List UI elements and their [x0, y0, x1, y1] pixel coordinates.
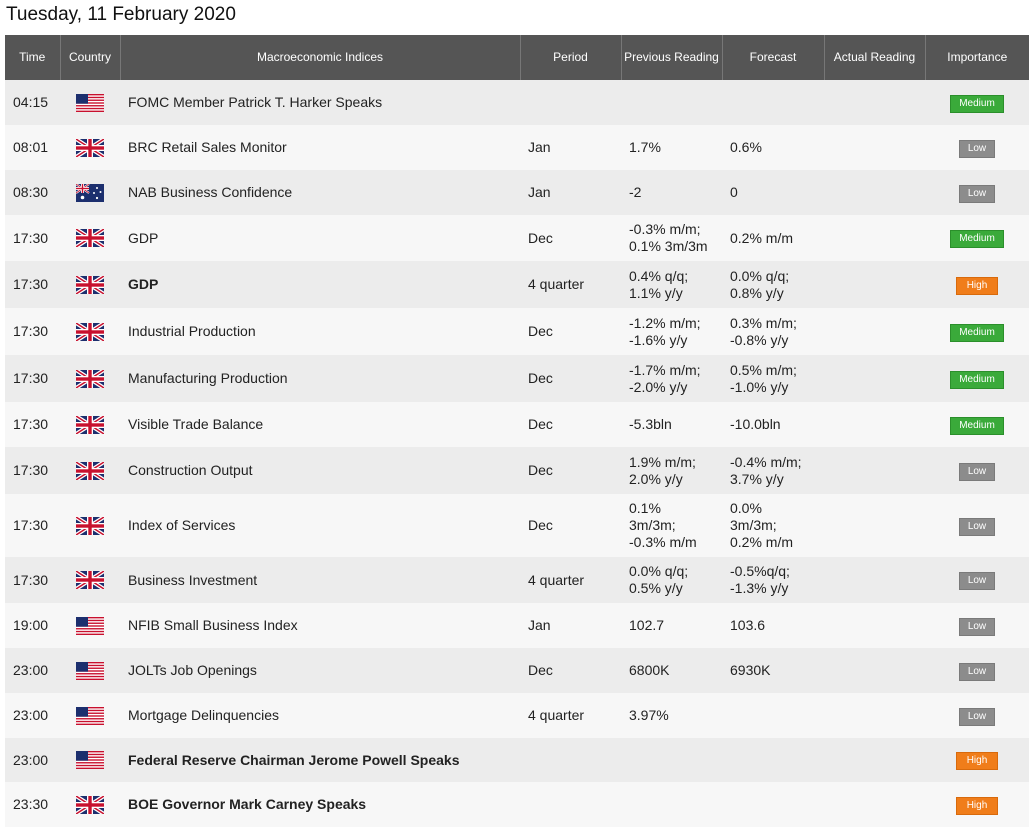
- importance-badge: Medium: [950, 95, 1004, 113]
- row-importance: [925, 494, 1029, 557]
- row-previous: 0.1% 3m/3m; -0.3% m/m: [629, 500, 697, 550]
- row-period: [520, 782, 621, 827]
- row-event: Manufacturing Production: [128, 370, 288, 386]
- importance-badge: Medium: [950, 324, 1004, 342]
- row-country: [60, 603, 120, 648]
- table-row: [5, 693, 1029, 738]
- importance-badge: Low: [959, 663, 995, 681]
- importance-badge: High: [956, 797, 998, 815]
- us-flag-icon: [76, 617, 104, 635]
- uk-flag-icon: [76, 229, 104, 247]
- row-previous: 6800K: [629, 662, 670, 678]
- row-actual: [824, 261, 925, 308]
- row-forecast: [722, 693, 824, 738]
- row-time: 17:30: [13, 571, 49, 588]
- row-importance: [925, 782, 1029, 827]
- header-actual: Actual Reading: [824, 35, 925, 80]
- header-previous: Previous Reading: [621, 35, 722, 80]
- row-previous: -1.7% m/m; -2.0% y/y: [629, 361, 701, 395]
- table-row: [5, 648, 1029, 693]
- importance-badge: High: [956, 277, 998, 295]
- row-event: NFIB Small Business Index: [128, 617, 298, 633]
- header-period: Period: [520, 35, 621, 80]
- row-forecast: -0.4% m/m; 3.7% y/y: [730, 453, 802, 487]
- row-period: Dec: [528, 229, 553, 246]
- row-previous: [621, 738, 722, 782]
- row-importance: [925, 261, 1029, 308]
- importance-badge: Low: [959, 185, 995, 203]
- row-country: [60, 557, 120, 603]
- header-country: Country: [60, 35, 120, 80]
- row-time: 08:30: [13, 184, 49, 200]
- row-event: Federal Reserve Chairman Jerome Powell Speaks: [128, 751, 460, 768]
- us-flag-icon: [76, 94, 104, 112]
- row-event: Mortgage Delinquencies: [128, 707, 279, 723]
- row-event: Business Investment: [128, 571, 258, 588]
- page-title: Tuesday, 11 February 2020: [6, 4, 236, 25]
- row-event: Visible Trade Balance: [128, 416, 264, 432]
- row-actual: [824, 693, 925, 738]
- row-forecast: 0.6%: [730, 139, 762, 155]
- row-importance: [925, 447, 1029, 494]
- row-importance: [925, 308, 1029, 355]
- row-period: Dec: [528, 323, 553, 339]
- au-flag-icon: [76, 184, 104, 202]
- uk-flag-icon: [76, 571, 104, 589]
- row-event: GDP: [128, 276, 159, 292]
- importance-badge: Medium: [950, 417, 1004, 435]
- row-importance: [925, 693, 1029, 738]
- row-importance: [925, 557, 1029, 603]
- row-importance: [925, 738, 1029, 782]
- row-forecast: 103.6: [730, 617, 766, 633]
- row-country: [60, 447, 120, 494]
- row-actual: [824, 648, 925, 693]
- row-event: Industrial Production: [128, 323, 256, 339]
- importance-badge: Low: [959, 463, 995, 481]
- row-time: 23:00: [13, 662, 49, 678]
- uk-flag-icon: [76, 323, 104, 341]
- uk-flag-icon: [76, 370, 104, 388]
- row-importance: [925, 215, 1029, 261]
- importance-badge: Low: [959, 140, 995, 158]
- row-period: Dec: [528, 416, 553, 432]
- row-period: Jan: [528, 617, 551, 633]
- table-row: [5, 557, 1029, 603]
- uk-flag-icon: [76, 796, 104, 814]
- row-forecast: 0.3% m/m; -0.8% y/y: [730, 314, 797, 348]
- row-period: Dec: [528, 462, 553, 478]
- row-importance: [925, 355, 1029, 402]
- row-importance: [925, 648, 1029, 693]
- row-time: 17:30: [13, 416, 49, 432]
- row-forecast: [722, 80, 824, 125]
- row-time: 17:30: [13, 370, 49, 386]
- table-row: [5, 80, 1029, 125]
- importance-badge: Medium: [950, 371, 1004, 389]
- table-row: [5, 170, 1029, 215]
- header-forecast: Forecast: [722, 35, 824, 80]
- row-time: 19:00: [13, 617, 49, 633]
- row-previous: 1.9% m/m; 2.0% y/y: [629, 453, 696, 487]
- row-forecast: -0.5%q/q; -1.3% y/y: [730, 563, 790, 596]
- uk-flag-icon: [76, 517, 104, 535]
- row-actual: [824, 603, 925, 648]
- row-event: NAB Business Confidence: [128, 184, 293, 200]
- row-forecast: 0: [730, 184, 738, 200]
- row-period: Dec: [528, 370, 553, 386]
- row-time: 08:01: [13, 139, 49, 155]
- table-row: [5, 738, 1029, 782]
- economic-calendar-table: [5, 35, 1029, 827]
- row-forecast: [722, 782, 824, 827]
- row-previous: -0.3% m/m; 0.1% 3m/3m: [629, 221, 708, 254]
- row-period: 4 quarter: [528, 571, 585, 588]
- row-country: [60, 782, 120, 827]
- row-forecast: 0.2% m/m: [730, 229, 794, 246]
- row-time: 23:30: [13, 796, 49, 812]
- table-row: [5, 125, 1029, 170]
- row-previous: [621, 782, 722, 827]
- row-event: GDP: [128, 229, 159, 246]
- row-country: [60, 261, 120, 308]
- row-country: [60, 494, 120, 557]
- row-period: Dec: [528, 517, 553, 533]
- row-forecast: [722, 738, 824, 782]
- row-country: [60, 170, 120, 215]
- table-row: [5, 782, 1029, 827]
- row-country: [60, 648, 120, 693]
- row-previous: 3.97%: [629, 707, 669, 723]
- row-time: 17:30: [13, 462, 49, 478]
- row-time: 17:30: [13, 323, 49, 339]
- row-previous: [621, 80, 722, 125]
- row-event: JOLTs Job Openings: [128, 662, 257, 678]
- row-event: BRC Retail Sales Monitor: [128, 139, 287, 155]
- header-indices: Macroeconomic Indices: [120, 35, 520, 80]
- row-event: Construction Output: [128, 462, 253, 478]
- row-forecast: 0.0% q/q; 0.8% y/y: [730, 267, 790, 301]
- row-country: [60, 693, 120, 738]
- row-time: 23:00: [13, 707, 49, 723]
- header-importance: Importance: [925, 35, 1029, 80]
- row-forecast: 0.5% m/m; -1.0% y/y: [730, 361, 797, 395]
- row-previous: -5.3bln: [629, 416, 672, 432]
- table-row: [5, 215, 1029, 261]
- table-row: [5, 355, 1029, 402]
- row-period: 4 quarter: [528, 276, 585, 292]
- importance-badge: High: [956, 752, 998, 770]
- row-country: [60, 125, 120, 170]
- row-importance: [925, 125, 1029, 170]
- row-actual: [824, 215, 925, 261]
- row-event: FOMC Member Patrick T. Harker Speaks: [128, 94, 383, 110]
- row-event: BOE Governor Mark Carney Speaks: [128, 796, 367, 812]
- row-period: Jan: [528, 184, 551, 200]
- row-actual: [824, 80, 925, 125]
- importance-badge: Low: [959, 572, 995, 590]
- uk-flag-icon: [76, 416, 104, 434]
- row-importance: [925, 603, 1029, 648]
- table-row: [5, 261, 1029, 308]
- row-previous: 0.4% q/q; 1.1% y/y: [629, 267, 689, 301]
- row-period: Dec: [528, 662, 553, 678]
- importance-badge: Low: [959, 518, 995, 536]
- header-time: Time: [5, 35, 60, 80]
- row-country: [60, 402, 120, 447]
- row-previous: -2: [629, 184, 642, 200]
- row-period: [520, 738, 621, 782]
- us-flag-icon: [76, 662, 104, 680]
- row-time: 17:30: [13, 229, 49, 246]
- uk-flag-icon: [76, 139, 104, 157]
- row-period: 4 quarter: [528, 707, 585, 723]
- row-time: 23:00: [13, 751, 49, 768]
- row-country: [60, 80, 120, 125]
- table-row: [5, 308, 1029, 355]
- uk-flag-icon: [76, 462, 104, 480]
- row-forecast: -10.0bln: [730, 416, 781, 432]
- row-forecast: 6930K: [730, 662, 771, 678]
- row-time: 17:30: [13, 276, 49, 292]
- row-actual: [824, 308, 925, 355]
- row-period: Jan: [528, 139, 551, 155]
- row-country: [60, 355, 120, 402]
- table-row: [5, 402, 1029, 447]
- row-previous: -1.2% m/m; -1.6% y/y: [629, 314, 701, 348]
- row-country: [60, 215, 120, 261]
- row-actual: [824, 494, 925, 557]
- table-row: [5, 447, 1029, 494]
- row-actual: [824, 170, 925, 215]
- row-importance: [925, 80, 1029, 125]
- row-actual: [824, 402, 925, 447]
- row-actual: [824, 125, 925, 170]
- row-previous: 1.7%: [629, 139, 661, 155]
- table-header-row: [5, 35, 1029, 80]
- importance-badge: Low: [959, 708, 995, 726]
- row-previous: 102.7: [629, 617, 665, 633]
- row-country: [60, 738, 120, 782]
- row-importance: [925, 170, 1029, 215]
- row-country: [60, 308, 120, 355]
- row-time: 17:30: [13, 517, 49, 533]
- row-previous: 0.0% q/q; 0.5% y/y: [629, 563, 689, 596]
- row-forecast: 0.0% 3m/3m; 0.2% m/m: [730, 500, 794, 550]
- row-actual: [824, 557, 925, 603]
- table-row: [5, 603, 1029, 648]
- row-period: [520, 80, 621, 125]
- row-importance: [925, 402, 1029, 447]
- row-actual: [824, 782, 925, 827]
- row-actual: [824, 738, 925, 782]
- importance-badge: Medium: [950, 230, 1004, 248]
- row-time: 04:15: [13, 94, 49, 110]
- row-event: Index of Services: [128, 517, 236, 533]
- us-flag-icon: [76, 751, 104, 769]
- table-row: [5, 494, 1029, 557]
- uk-flag-icon: [76, 276, 104, 294]
- row-actual: [824, 355, 925, 402]
- row-actual: [824, 447, 925, 494]
- importance-badge: Low: [959, 618, 995, 636]
- us-flag-icon: [76, 707, 104, 725]
